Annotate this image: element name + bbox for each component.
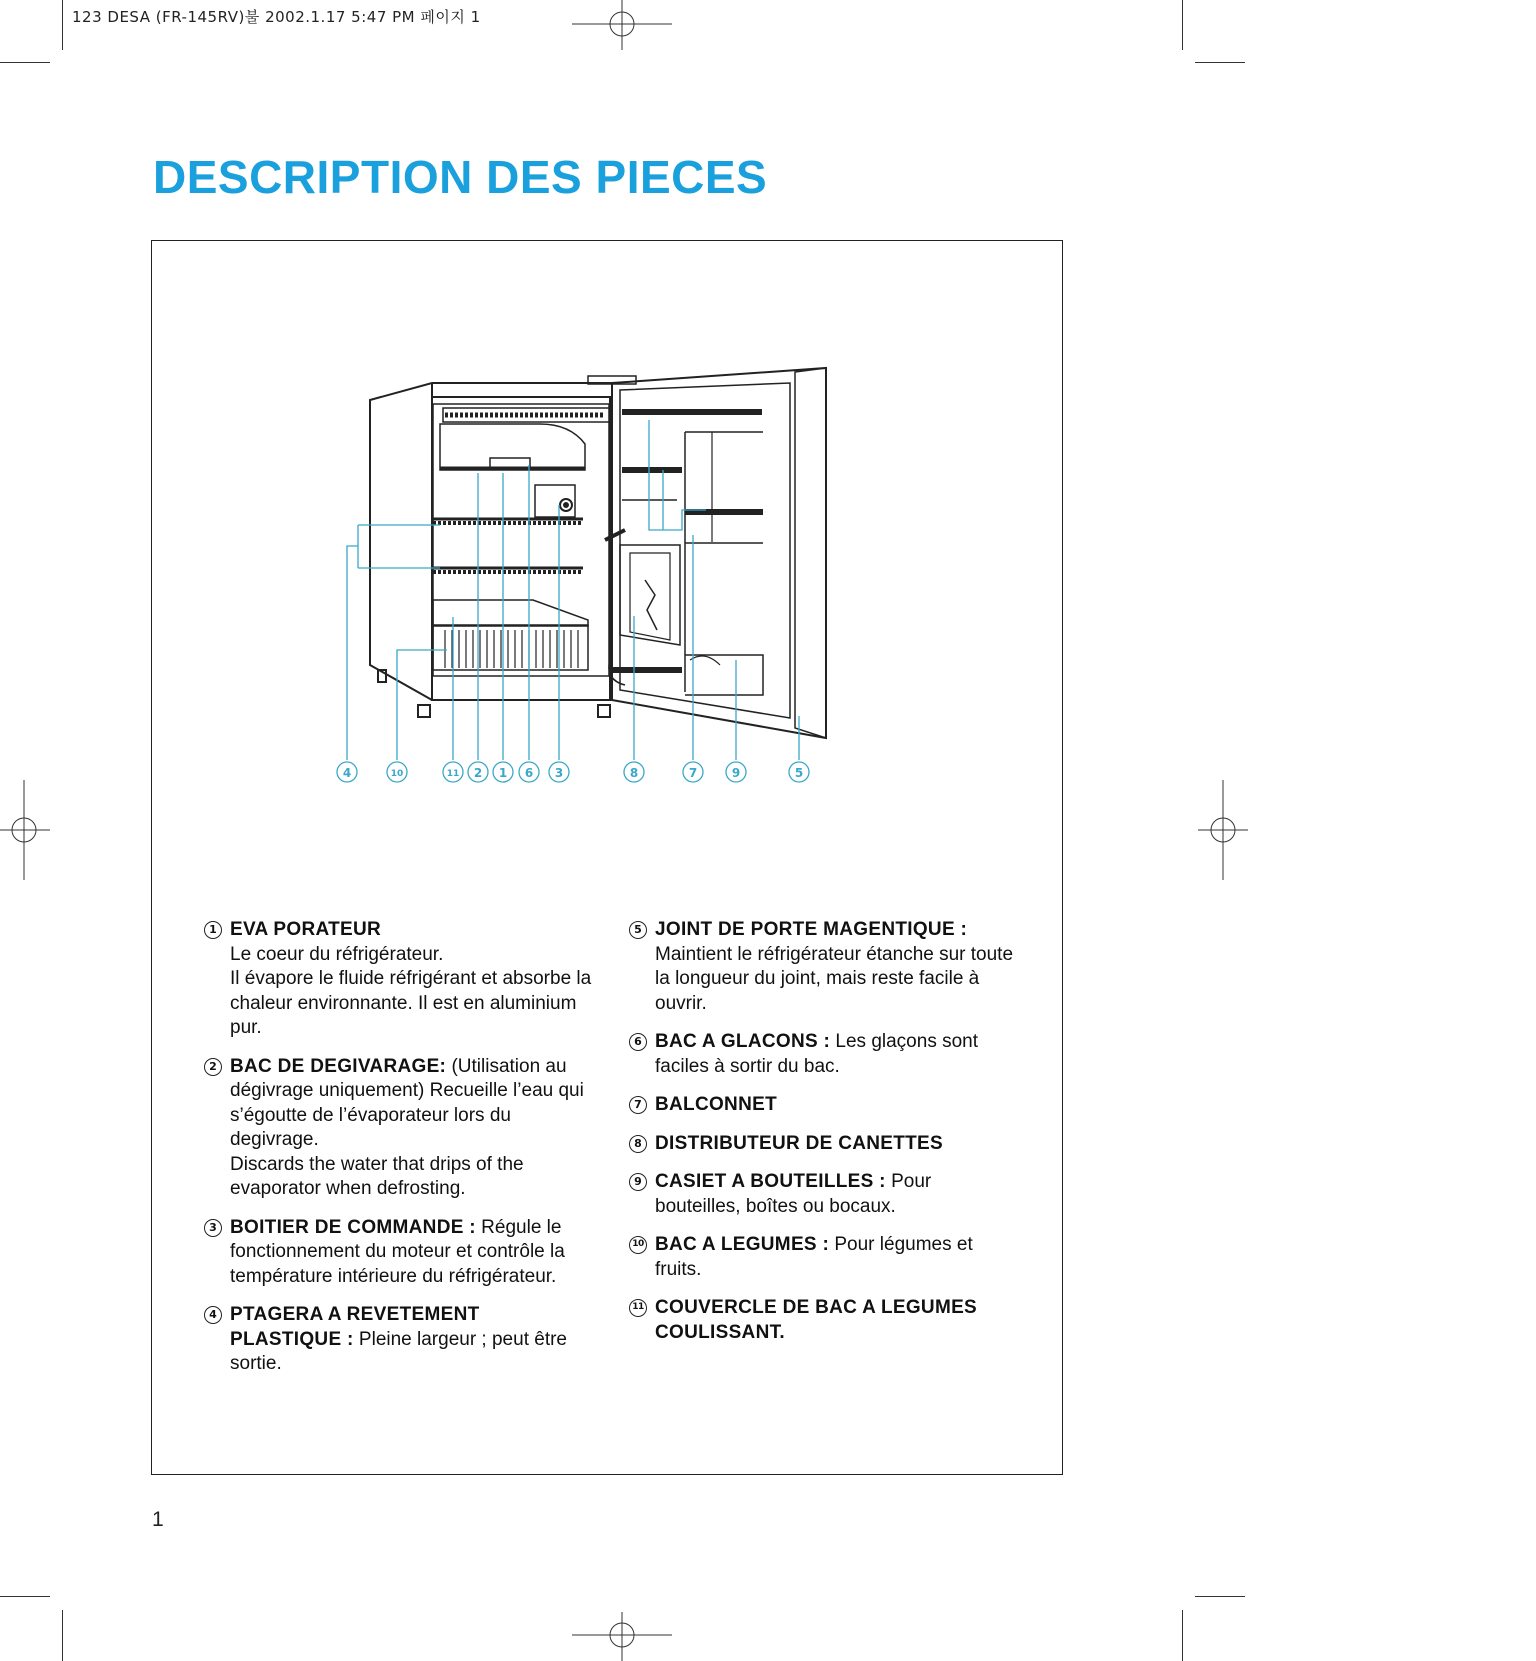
crop-mark bbox=[0, 1596, 50, 1597]
svg-text:1: 1 bbox=[498, 766, 508, 780]
svg-text:7: 7 bbox=[688, 766, 698, 780]
part-desc: sortie. bbox=[230, 1353, 282, 1374]
part-desc: Le coeur du réfrigérateur. bbox=[230, 943, 444, 965]
part-desc-inline: Régule le bbox=[475, 1216, 562, 1238]
part-title: BAC A GLACONS : bbox=[655, 1031, 831, 1052]
part-title: JOINT DE PORTE MAGENTIQUE : bbox=[655, 919, 968, 940]
part-desc-inline: Pour bbox=[885, 1171, 932, 1192]
part-title: EVA PORATEUR bbox=[230, 919, 382, 940]
svg-text:2: 2 bbox=[473, 766, 483, 780]
part-number: 10 bbox=[629, 1236, 647, 1254]
part-desc: Discards the water that drips of the bbox=[230, 1153, 524, 1175]
part-desc: evaporator when defrosting. bbox=[230, 1178, 466, 1199]
part-title-cont: PLASTIQUE : bbox=[230, 1328, 354, 1350]
part-title: PTAGERA A REVETEMENT bbox=[230, 1304, 480, 1325]
part-desc: la longueur du joint, mais reste facile à bbox=[655, 968, 980, 989]
part-desc: chaleur environnante. Il est en aluminium bbox=[230, 992, 577, 1014]
part-title: BAC DE DEGIVARAGE: bbox=[230, 1055, 447, 1077]
crop-mark bbox=[1182, 1610, 1183, 1661]
part-desc-inline: Les glaçons sont bbox=[830, 1031, 979, 1052]
part-item-etagere bbox=[204, 1303, 599, 1377]
part-desc: Il évapore le fluide réfrigérant et absorbe la bbox=[230, 968, 592, 989]
part-desc: ouvrir. bbox=[655, 992, 707, 1014]
page-title: DESCRIPTION DES PIECES bbox=[153, 151, 768, 203]
crop-mark bbox=[62, 1610, 63, 1661]
parts-list-right bbox=[629, 918, 1039, 1359]
part-desc-inline: (Utilisation au bbox=[446, 1055, 567, 1077]
part-desc-inline: Pleine largeur ; peut être bbox=[353, 1328, 567, 1350]
part-number: 5 bbox=[629, 921, 647, 939]
svg-text:3: 3 bbox=[554, 766, 564, 780]
part-desc: s’égoutte de l’évaporateur lors du bbox=[230, 1104, 511, 1126]
refrigerator-diagram bbox=[0, 0, 1536, 800]
part-number: 11 bbox=[629, 1299, 647, 1317]
part-desc: pur. bbox=[230, 1017, 262, 1038]
svg-text:6: 6 bbox=[524, 766, 534, 780]
part-item-bac-legumes bbox=[629, 1233, 1039, 1282]
part-number: 2 bbox=[204, 1058, 222, 1076]
part-desc: fruits. bbox=[655, 1258, 702, 1280]
part-number: 1 bbox=[204, 921, 222, 939]
part-item-evaporateur bbox=[204, 918, 599, 1041]
part-item-bac-glacons bbox=[629, 1030, 1039, 1079]
svg-text:9: 9 bbox=[731, 766, 741, 780]
part-title: CASIET A BOUTEILLES : bbox=[655, 1171, 886, 1192]
registration-mark-bottom bbox=[572, 1612, 672, 1661]
svg-text:10: 10 bbox=[390, 769, 404, 779]
part-item-joint-porte bbox=[629, 918, 1039, 1016]
part-item-bac-degivrage bbox=[204, 1055, 599, 1202]
part-desc-inline: Pour légumes et bbox=[829, 1234, 973, 1255]
part-number: 8 bbox=[629, 1135, 647, 1153]
part-title: BALCONNET bbox=[655, 1094, 777, 1115]
part-title: COUVERCLE DE BAC A LEGUMES bbox=[655, 1297, 978, 1318]
part-number: 4 bbox=[204, 1306, 222, 1324]
part-number: 9 bbox=[629, 1173, 647, 1191]
part-item-balconnet bbox=[629, 1093, 1039, 1118]
part-title-cont: COULISSANT. bbox=[655, 1321, 785, 1343]
parts-list-left bbox=[204, 918, 599, 1391]
svg-text:5: 5 bbox=[794, 766, 804, 780]
print-slug: 123 DESA (FR-145RV)불 2002.1.17 5:47 PM 페이지 1 bbox=[72, 8, 481, 26]
part-number: 3 bbox=[204, 1219, 222, 1237]
svg-text:11: 11 bbox=[446, 769, 460, 779]
part-desc: faciles à sortir du bac. bbox=[655, 1055, 840, 1077]
part-desc: Maintient le réfrigérateur étanche sur toute bbox=[655, 943, 1014, 965]
crop-mark bbox=[1195, 1596, 1245, 1597]
part-item-couvercle-bac bbox=[629, 1296, 1039, 1345]
part-desc: dégivrage uniquement) Recueille l’eau qui bbox=[230, 1080, 584, 1101]
svg-text:8: 8 bbox=[629, 766, 639, 780]
part-title: DISTRIBUTEUR DE CANETTES bbox=[655, 1132, 943, 1154]
part-number: 6 bbox=[629, 1033, 647, 1051]
part-desc: température intérieure du réfrigérateur. bbox=[230, 1265, 557, 1287]
part-number: 7 bbox=[629, 1096, 647, 1114]
page-number: 1 bbox=[152, 1508, 164, 1531]
part-item-boitier-commande bbox=[204, 1216, 599, 1290]
part-title: BAC A LEGUMES : bbox=[655, 1234, 830, 1255]
part-title: BOITIER DE COMMANDE : bbox=[230, 1216, 476, 1238]
part-item-casier-bouteilles bbox=[629, 1170, 1039, 1219]
svg-text:4: 4 bbox=[342, 766, 352, 780]
part-desc: fonctionnement du moteur et contrôle la bbox=[230, 1241, 565, 1262]
part-item-distributeur-canettes bbox=[629, 1132, 1039, 1157]
part-desc: bouteilles, boîtes ou bocaux. bbox=[655, 1195, 896, 1217]
part-desc: degivrage. bbox=[230, 1129, 319, 1150]
